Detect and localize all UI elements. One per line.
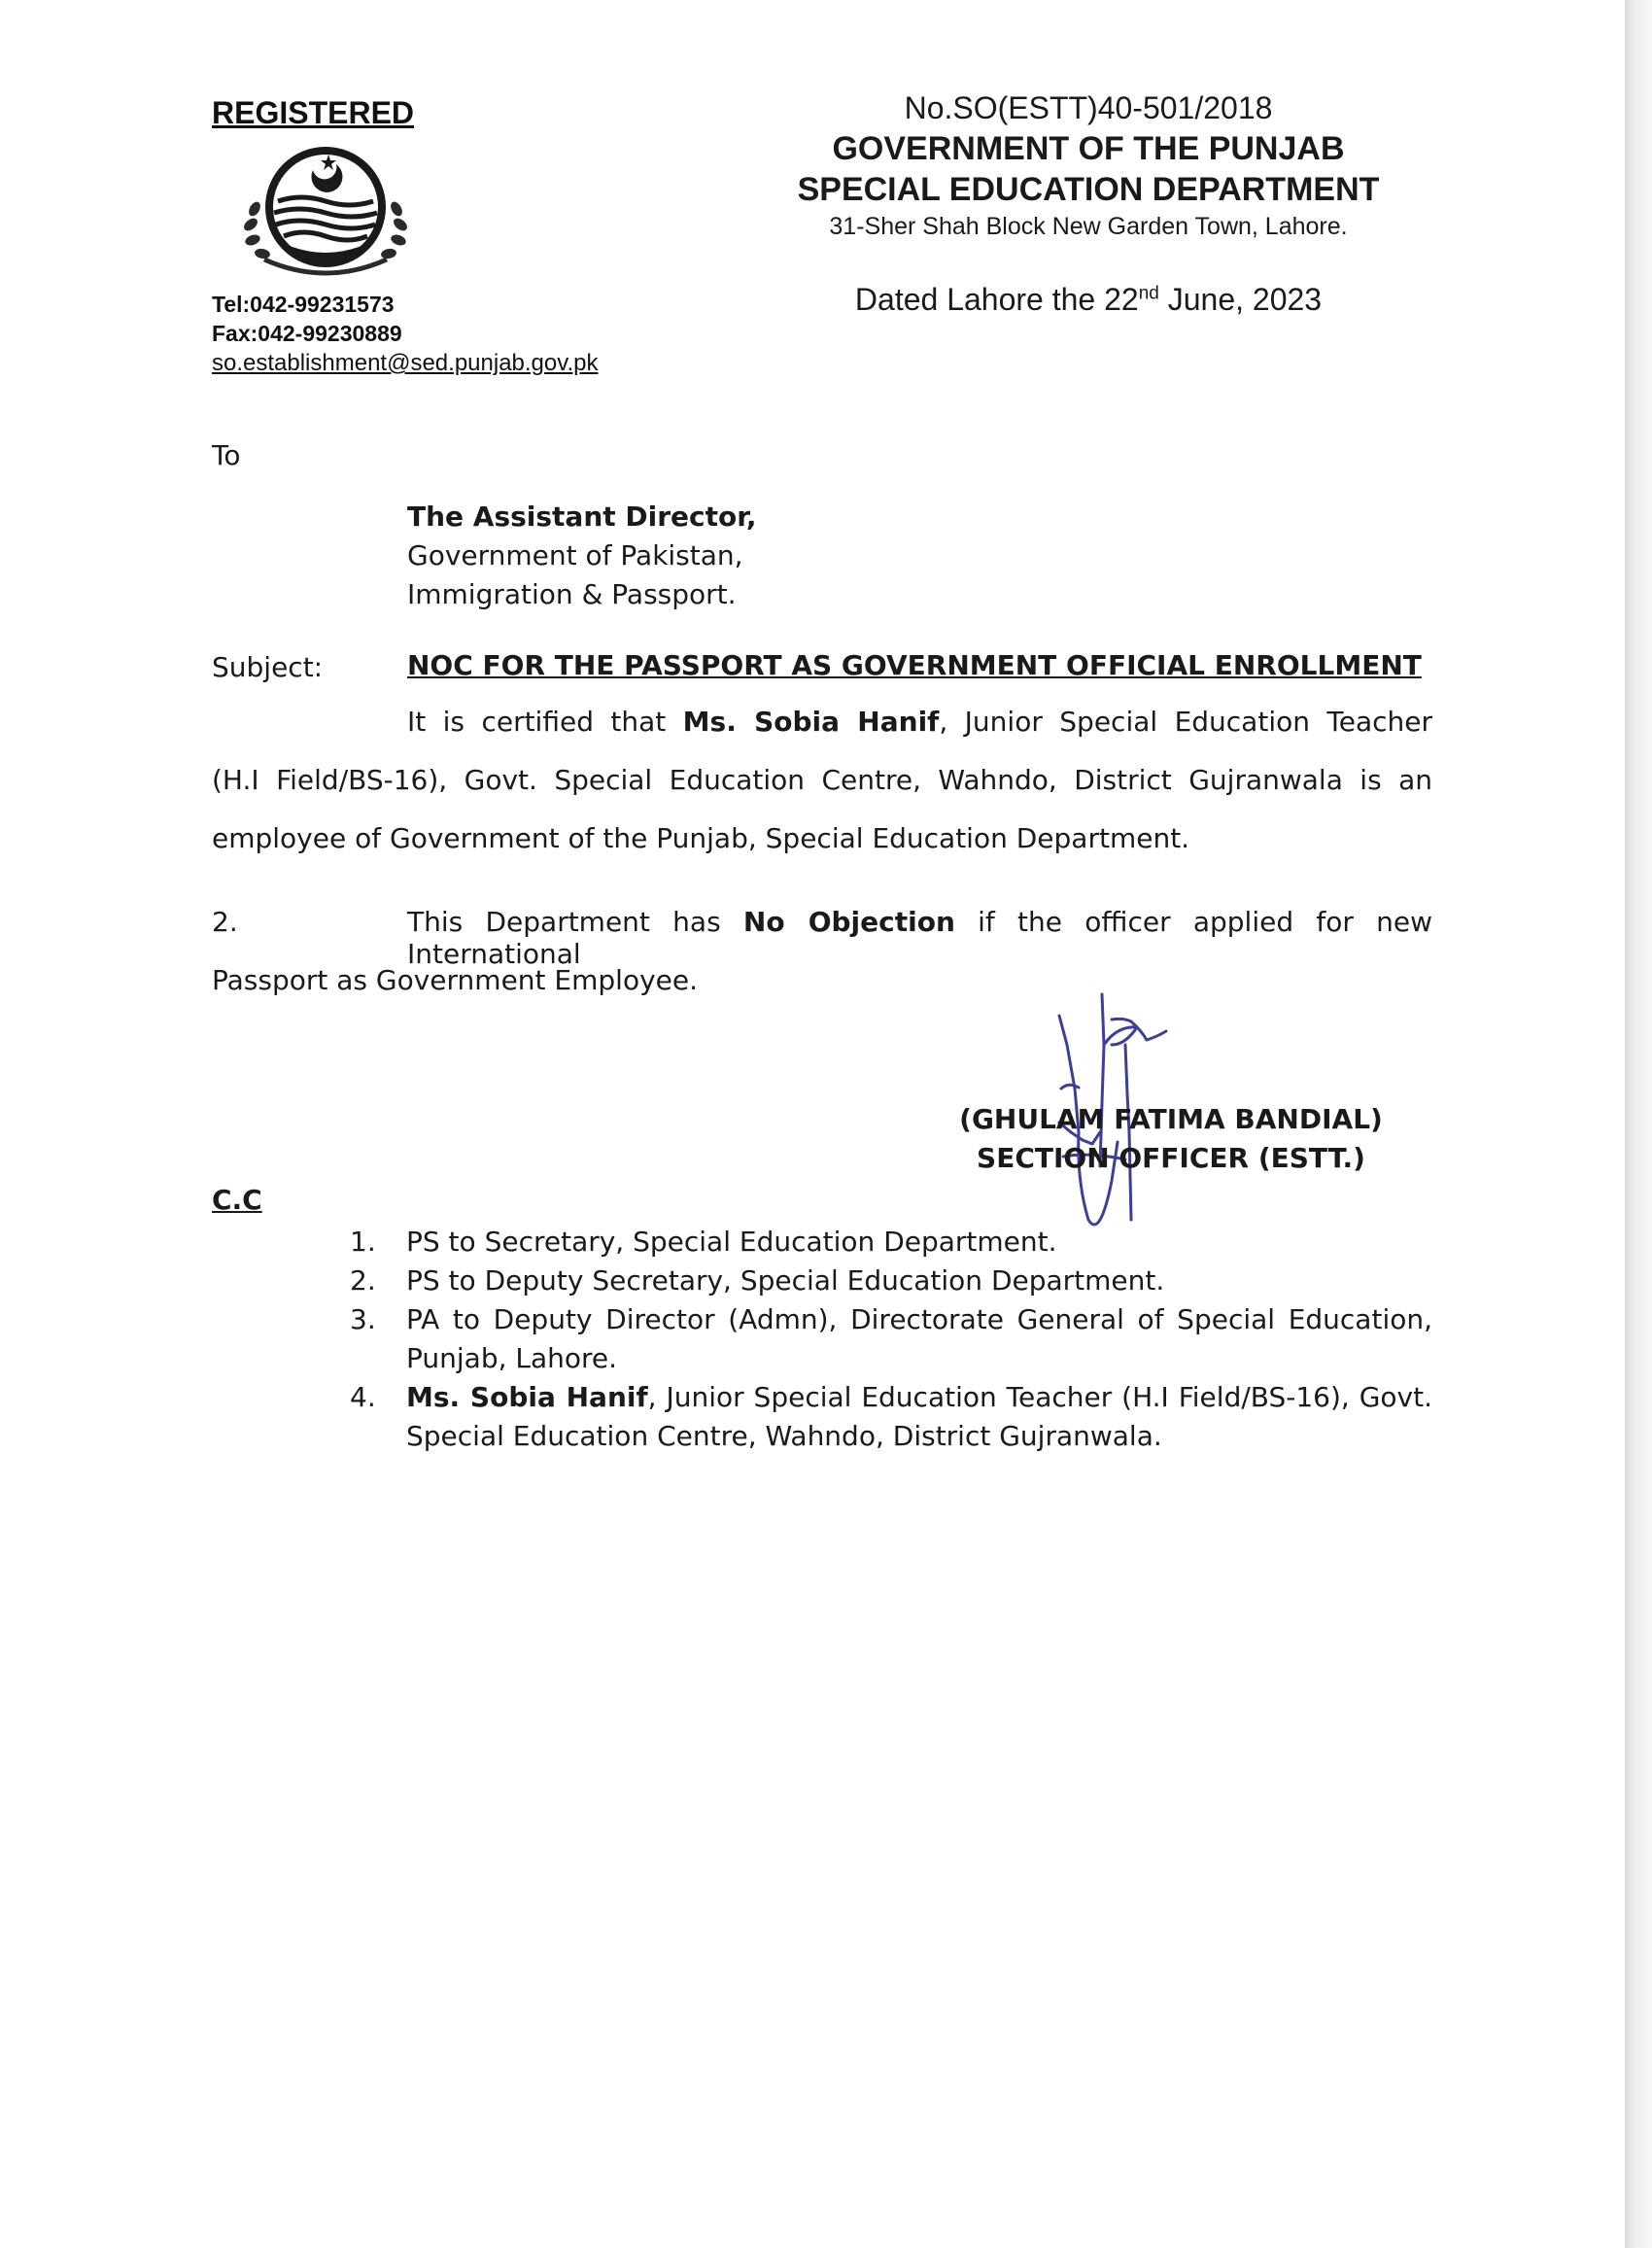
paragraph-1-line-3: employee of Government of the Punjab, Special Education Department. xyxy=(212,822,1190,854)
government-name: GOVERNMENT OF THE PUNJAB xyxy=(832,130,1345,167)
paragraph-1-line-2: (H.I Field/BS-16), Govt. Special Education Centre, Wahndo, District Gujranwala is an xyxy=(212,764,1432,796)
telephone: Tel:042-99231573 xyxy=(212,292,395,317)
addressee-office: Immigration & Passport. xyxy=(407,578,737,610)
fax: Fax:042-99230889 xyxy=(212,321,402,346)
paragraph-2-line-2: Passport as Government Employee. xyxy=(212,964,698,996)
subject-label: Subject: xyxy=(212,651,324,683)
signatory-block xyxy=(933,1100,1409,1178)
paragraph-2-line-1: This Department has No Objection if the officer applied for new International xyxy=(407,906,1432,970)
email-link[interactable]: so.establishment@sed.punjab.gov.pk xyxy=(212,350,599,376)
cc-item: 3. PA to Deputy Director (Admn), Directorate General of Special Education, Punjab, Lahore. xyxy=(350,1303,1432,1374)
letter-date: Dated Lahore the 22nd June, 2023 xyxy=(854,282,1323,317)
reference-number: No.SO(ESTT)40-501/2018 xyxy=(904,90,1273,125)
addressee-organization: Government of Pakistan, xyxy=(407,539,743,571)
cc-label: C.C xyxy=(212,1184,262,1216)
cc-item: 2. PS to Deputy Secretary, Special Education Department. xyxy=(350,1264,1165,1297)
cc-item: 4. Ms. Sobia Hanif, Junior Special Education Teacher (H.I Field/BS-16), Govt. Special Education Centre, Wahndo, District Gujranwala. xyxy=(350,1381,1433,1452)
signatory-name: (GHULAM FATIMA BANDIAL) xyxy=(959,1103,1383,1135)
scan-page-edge xyxy=(1625,0,1652,2248)
punjab-emblem-logo xyxy=(233,141,418,277)
paragraph-1-line-1: It is certified that Ms. Sobia Hanif, Junior Special Education Teacher xyxy=(407,706,1433,738)
department-name: SPECIAL EDUCATION DEPARTMENT xyxy=(797,171,1380,208)
subject-line: NOC FOR THE PASSPORT AS GOVERNMENT OFFICIAL ENROLLMENT xyxy=(407,649,1422,681)
registered-label: REGISTERED xyxy=(212,95,415,130)
department-address: 31-Sher Shah Block New Garden Town, Lahore. xyxy=(829,213,1348,240)
paragraph-2-number: 2. xyxy=(212,906,238,938)
letterhead xyxy=(709,87,1467,243)
cc-item: 1. PS to Secretary, Special Education Department. xyxy=(350,1226,1057,1258)
addressee xyxy=(407,498,757,614)
signatory-designation: SECTION OFFICER (ESTT.) xyxy=(977,1142,1365,1174)
cc-list xyxy=(350,1223,1432,1456)
to-label: To xyxy=(212,439,241,471)
addressee-title: The Assistant Director, xyxy=(407,501,757,533)
